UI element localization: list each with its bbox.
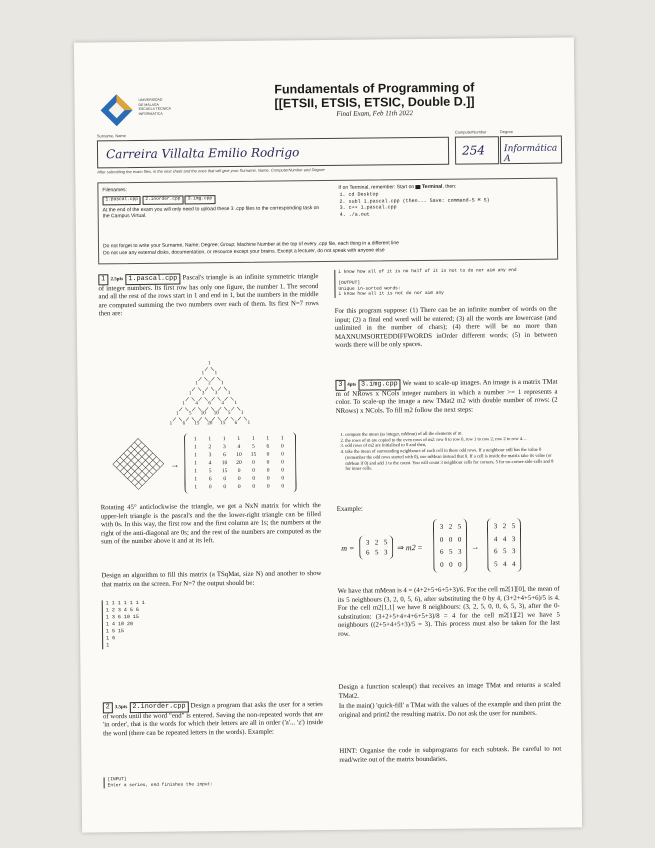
triangle-number: 4 (221, 401, 224, 407)
matrix-cell: 0 (439, 535, 444, 544)
matrix-m2-final (487, 518, 522, 572)
matrix-cell: 2 (448, 522, 453, 531)
matrix-cell: 20 (236, 459, 242, 466)
matrix-cell: 0 (281, 459, 284, 466)
triangle-number: 20 (207, 421, 213, 427)
student-name: Carreira Villalta Emilio Rodrigo (105, 145, 300, 162)
matrix-cell: 6 (223, 452, 226, 459)
matrix-cell: 1 (280, 435, 284, 442)
triangle-number: 2 (208, 381, 211, 387)
matrix-row (437, 558, 464, 571)
q2-file: 2.inorder.cpp (129, 701, 188, 712)
matrix-cell: 1 (251, 435, 255, 442)
triangle-number: 1 (214, 371, 218, 377)
pascal-matrix (184, 432, 297, 493)
q1-points: 2.5pts (110, 277, 124, 283)
matrix-cell: 1 (237, 435, 241, 442)
instructions-box (97, 178, 558, 265)
matrix-row (491, 558, 518, 571)
triangle-number: 15 (220, 421, 226, 427)
exam-subtitle: Final Exam, Feb 11th 2022 (336, 109, 414, 118)
matrix-cell: 1 (194, 460, 197, 467)
triangle-number: 3 (201, 391, 205, 397)
matrix-cell: 6 (439, 547, 444, 556)
implies-m2: ⇒ m2 = (397, 543, 423, 553)
q2-points: 3.5pts (114, 705, 128, 711)
triangle-number: 3 (214, 391, 218, 397)
name-label: Surname, Name (96, 133, 127, 139)
computer-number: 254 (461, 143, 486, 158)
matrix-cell: 15 (221, 468, 228, 475)
matrix-cell: 3 (222, 444, 226, 451)
matrix-cell: 0 (223, 476, 227, 483)
terminal-icon (416, 185, 421, 189)
logo-line-2: DE MÁLAGA (138, 102, 159, 107)
q3-step: 2. the rows of m are copied to the even rows of m2: row 0 to row 0, row 1 to row 2, row 2 to row 4… (345, 435, 558, 443)
matrix-m2-initial (433, 519, 468, 573)
triangle-number: 1 (221, 381, 224, 387)
title-line-2: [[ETSII, ETSIS, ETSIC, Double D.]] (274, 94, 475, 111)
matrix-row (363, 547, 390, 557)
file-3: 3.img.cpp (185, 195, 215, 204)
triangle-number: 1 (207, 361, 211, 367)
matrix-cell: 0 (266, 451, 270, 458)
q3-matrix-example (341, 518, 562, 582)
terminal-then: , then: (442, 183, 457, 190)
matrix-cell: 4 (503, 559, 507, 568)
matrix-cell: 6 (493, 547, 498, 556)
output-line: 1 2 3 4 5 6 (105, 606, 139, 614)
matrix-cell: 1 (193, 444, 197, 451)
triangle-number: 6 (234, 420, 238, 426)
matrix-cell: 1 (193, 436, 197, 443)
q3-example-label: Example: (336, 505, 363, 513)
matrix-cell: 0 (237, 467, 241, 474)
matrix-cell: 0 (266, 467, 270, 474)
no-docs-note: Do not use any external disks, documentation, or resource except your brains. Except a lecturer, do not speak with anyone else (103, 247, 385, 257)
logo-line-4: INFORMÁTICA (138, 111, 163, 116)
matrix-cell: 0 (457, 535, 462, 544)
matrix-cell: 0 (223, 484, 227, 491)
rotated-grid-icon (108, 434, 169, 495)
matrix-cell: 5 (251, 443, 255, 450)
matrix-cell: 5 (374, 548, 379, 557)
q3-step: 4. take the mean of surrounding neighbours of each cell in these odd rows. If a neighbour still has the value 0 (remember the odd rows started with 0), use mMean instead that 0. If a cell is inside the matrix take its value (or mMean if 0) and add 1 to the count. You will count 3 neighbour cells for corners, 5 for no-corner-side-cells and 8 for inner cells. (345, 447, 558, 472)
triangle-number: 1 (234, 400, 237, 406)
file-2: 2.inorder.cpp (142, 195, 183, 204)
matrix-cell: 6 (266, 443, 270, 450)
terminal-step: 2. subl 1.pascal.cpp (then... Save: command-S ⌘ S) (349, 196, 549, 205)
triangle-number: 10 (200, 411, 206, 417)
logo-icon (96, 90, 136, 130)
q1-file: 1.pascal.cpp (125, 274, 180, 285)
matrix-cell: 2 (208, 444, 212, 451)
matrix-row (437, 521, 464, 534)
triangle-number: 6 (182, 421, 186, 427)
matrix-cell: 4 (237, 443, 241, 450)
arrow-icon: → (170, 459, 180, 470)
number-box (455, 136, 499, 164)
matrix-cell: 0 (280, 443, 284, 450)
triangle-number: 15 (194, 421, 200, 427)
question-3 (335, 378, 557, 417)
matrix-cell: 3 (511, 534, 516, 543)
matrix-row (437, 533, 464, 546)
matrix-cell: 0 (281, 475, 285, 482)
q2-output-line1: Unique in-sorted words: (338, 286, 401, 292)
triangle-number: 1 (227, 391, 231, 397)
terminal-app: Terminal (421, 183, 443, 191)
matrix-cell: 0 (266, 459, 270, 466)
triangle-number: 1 (169, 421, 173, 427)
file-1: 1.pascal.cpp (102, 196, 140, 205)
output-line: 1 (106, 642, 110, 649)
matrix-row (363, 537, 390, 547)
matrix-cell: 1 (194, 484, 198, 491)
matrix-cell: 3 (511, 547, 516, 556)
triangle-number: 4 (195, 401, 198, 407)
degree-label: Degree (499, 129, 513, 135)
matrix-cell: 0 (252, 467, 256, 474)
output-line: 1 3 6 10 15 (105, 613, 139, 621)
matrix-cell: 0 (266, 475, 270, 482)
exam-title (224, 80, 524, 111)
matrix-cell: 4 (502, 534, 507, 543)
matrix-cell: 0 (440, 560, 444, 569)
matrix-cell: 0 (237, 483, 241, 490)
matrix-cell: 0 (448, 535, 453, 544)
terminal-intro: If on Terminal, remember: Start on (338, 184, 415, 191)
q1-design-text: Design an algorithm to fill this matrix (a TSqMat, size N) and another to show that matrix on the screen. For N=7 the output should be: (101, 570, 322, 588)
q3-step: 1. compute the mean (as integer, mMean) of all the elements of m (345, 430, 558, 438)
q2-text: Design a program that asks the user for a series of words until the word "end" is entered. Saving the non-repeated words that are 'in order', that is the words for which their letters are all in order ('a'... 'z') inside the word (there can be repeated letters in the words). Example: (102, 701, 324, 738)
triangle-number: 1 (188, 391, 192, 397)
matrix-cell: 5 (502, 547, 507, 556)
name-box (97, 137, 449, 169)
q3-main: In the main() 'quick-fill' a TMat with the values of the example and then print the original and print2 the resulting matrix. Do not ask the user for numbers. (338, 700, 561, 719)
matrix-cell: 0 (281, 483, 285, 490)
matrix-cell: 5 (448, 547, 453, 556)
q1-rotate-text: Rotating 45° anticlockwise the triangle, we get a NxN matrix for which the upper-left triangle is the pascal's and the the lower-right triangle can be filled with 0s. In this way, the first row and the first column are 1s; the numbers at the right of the anti-diagonal are 0s; and the rest of the numbers are computed as the sum of the number above it and at its left. (100, 502, 322, 546)
matrix-cell: 5 (494, 559, 498, 568)
filenames-label: Filenames: (102, 187, 127, 194)
output-line: 1 5 15 (106, 628, 125, 635)
terminal-step: 3. c++ 1.pascal.cpp (349, 203, 549, 212)
q1-intro: Pascal's triangle is an infinite symmetric triangle of integer numbers. Its first row has only one figure, the number 1. The second and all the rest of the rows start in 1 and end in 1, but the numbers in the middle are computed summing the two numbers over each of them. Its first N=7 rows then are: (98, 273, 319, 318)
matrix-cell: 5 (383, 538, 388, 547)
q3-steps (336, 430, 558, 472)
q3-file: 3.img.cpp (358, 379, 401, 390)
matrix-cell: 0 (252, 475, 256, 482)
arrow-icon: → (471, 542, 480, 552)
matrix-cell: 1 (194, 468, 198, 475)
student-note: After submitting the exam files, in the next sheet and the ones that will give your Surname, Name, ComputerNumber and Degree (97, 167, 325, 175)
matrix-cell: 1 (222, 436, 226, 443)
triangle-number: 1 (240, 410, 244, 416)
q2-io-example (334, 267, 568, 297)
q2-input-tag: [INPUT] (107, 777, 127, 783)
title-line-1: Fundamentals of Programming of (274, 80, 475, 97)
triangle-number: 5 (227, 411, 231, 417)
matrix-m (359, 535, 393, 559)
matrix-cell: 0 (237, 475, 241, 482)
q2-input-example (104, 775, 323, 788)
degree-box (500, 136, 562, 165)
matrix-cell: 3 (365, 538, 370, 547)
q3-points: 4pts (347, 382, 357, 388)
exam-page (74, 37, 582, 832)
matrix-cell: 1 (208, 436, 212, 443)
rotated-grid (108, 434, 169, 495)
matrix-cell: 0 (266, 483, 270, 490)
question-2 (103, 700, 323, 739)
matrix-cell: 6 (365, 548, 370, 557)
degree-value: Informática A (503, 143, 558, 165)
triangle-number: 1 (182, 401, 185, 407)
university-logo (96, 89, 196, 134)
matrix-cell: 4 (493, 534, 498, 543)
matrix-cell: 0 (208, 484, 212, 491)
matrix-cell: 3 (208, 452, 212, 459)
matrix-cell: 1 (194, 452, 197, 459)
matrix-cell: 4 (512, 559, 516, 568)
triangle-number: 1 (195, 381, 198, 387)
matrix-cell: 2 (374, 538, 379, 547)
m-symbol: m = (341, 543, 355, 553)
matrix-row (188, 482, 290, 491)
q2-suppose: For this program suppose: (1) There can be an infinite number of words on the input; (2) a final end word will be entered; (3) all the words are lowercase (and unlimited in the number of chars); (4) there will be no more than MAXNUMSORTEDDIFFWORDS inOrder different words; (5) in between words there will be only spaces. (334, 305, 558, 350)
matrix-row (437, 546, 464, 559)
terminal-steps (338, 189, 548, 218)
logo-line-3: ESCUELA TÉCNICA (138, 106, 172, 111)
triangle-number: 1 (247, 420, 251, 426)
q1-number: 1 (98, 274, 108, 285)
q3-text: We want to scale-up images. An image is a matrix TMat m of NRows x NCols integer numbers in which a number >= 1 represents a color. To scale-up the image a new TMat2 m2 with double number of rows: (2 NRows) x NCols. To fill m2 follow the next steps: (335, 378, 558, 415)
q3-hint: HINT: Organise the code in subprograms for each subtask. Be careful to not read/write out of the matrix boundaries. (339, 745, 562, 764)
matrix-cell: 1 (194, 476, 198, 483)
q3-step: 3. odd rows of m2 are initialised to 0 and then, (345, 441, 558, 449)
matrix-cell: 10 (236, 451, 242, 458)
terminal-step: 1. cd Desktop (348, 189, 548, 198)
triangle-number: 1 (175, 411, 179, 417)
matrix-cell: 0 (458, 560, 462, 569)
output-line: 1 6 (106, 635, 116, 642)
matrix-row (491, 545, 518, 558)
output-line: 1 1 1 1 1 1 1 (105, 599, 145, 607)
matrix-cell: 4 (208, 460, 212, 467)
triangle-number: 1 (201, 371, 205, 377)
terminal-step: 4. ./a.out (349, 210, 549, 219)
pascal-triangle (99, 358, 320, 432)
q1-output (102, 599, 187, 649)
q3-design: Design a function scaleup() that receives an image TMat and returns a scaled TMat2. (338, 681, 561, 700)
q2-input-words: i know how all of it is no half of it is not to do nor aim any end (338, 268, 517, 275)
matrix-cell: 0 (281, 451, 284, 458)
upload-note: At the end of the exam you will only need to upload these 3 .cpp files to the corresponding task on the Campus Virtual. (102, 204, 320, 220)
matrix-cell: 0 (252, 459, 255, 466)
matrix-cell: 3 (383, 548, 388, 557)
matrix-cell: 5 (457, 522, 462, 531)
q2-output-tag: [OUTPUT] (338, 280, 361, 287)
matrix-cell: 2 (502, 522, 507, 531)
number-label: ComputerNumber (454, 129, 487, 135)
question-1 (98, 272, 318, 319)
output-line: 1 4 10 20 (105, 621, 134, 628)
triangle-number: 10 (213, 411, 219, 417)
matrix-cell: 3 (457, 547, 462, 556)
triangle-number: 6 (208, 401, 211, 407)
matrix-cell: 15 (250, 451, 257, 458)
matrix-row (491, 533, 518, 546)
matrix-cell: 0 (252, 483, 256, 490)
matrix-cell: 5 (208, 468, 212, 475)
matrix-cell: 3 (439, 522, 444, 531)
q2-output-line2: i know how all it is not do nor aim any (338, 291, 444, 298)
matrix-cell: 0 (449, 560, 453, 569)
matrix-cell: 1 (266, 435, 270, 442)
matrix-row (491, 520, 518, 533)
q3-number: 3 (335, 380, 345, 391)
matrix-cell: 3 (493, 522, 498, 531)
q3-explain: We have that mMean is 4 = (4+2+5+6+5+3)/6. For the cell m2[1][0], the mean of its 5 neighbours (3, 2, 0, 5, 6), after substituting the 0 by 4, (3+2+4+5+6)/5 is 4. For the cell m2[1,1] we have 8 neighbours: (3, 2, 5, 0, 0, 6, 5, 3), after the 0-substitution: (3+2+5+4+4+6+5+3)/8 = 4 for the cell m2[1][2] we have 5 neighbours ((2+5+4+5+3)/5 = 3). This process must also be taken for the last row. (337, 585, 561, 638)
q2-number: 2 (103, 702, 113, 713)
matrix-cell: 10 (221, 460, 228, 467)
logo-line-1: UNIVERSIDAD (138, 97, 163, 102)
matrix-cell: 0 (281, 467, 285, 474)
matrix-cell: 5 (511, 522, 516, 531)
triangle-number: 5 (188, 411, 192, 417)
forget-note: Do not forget to write your Surname, Name; Degree; Group; Machine Number at the top of every .cpp file, each thing in a different line (102, 240, 399, 250)
matrix-cell: 6 (208, 476, 212, 483)
q2-input-line: Enter a series, end finishes the input: (107, 781, 214, 788)
